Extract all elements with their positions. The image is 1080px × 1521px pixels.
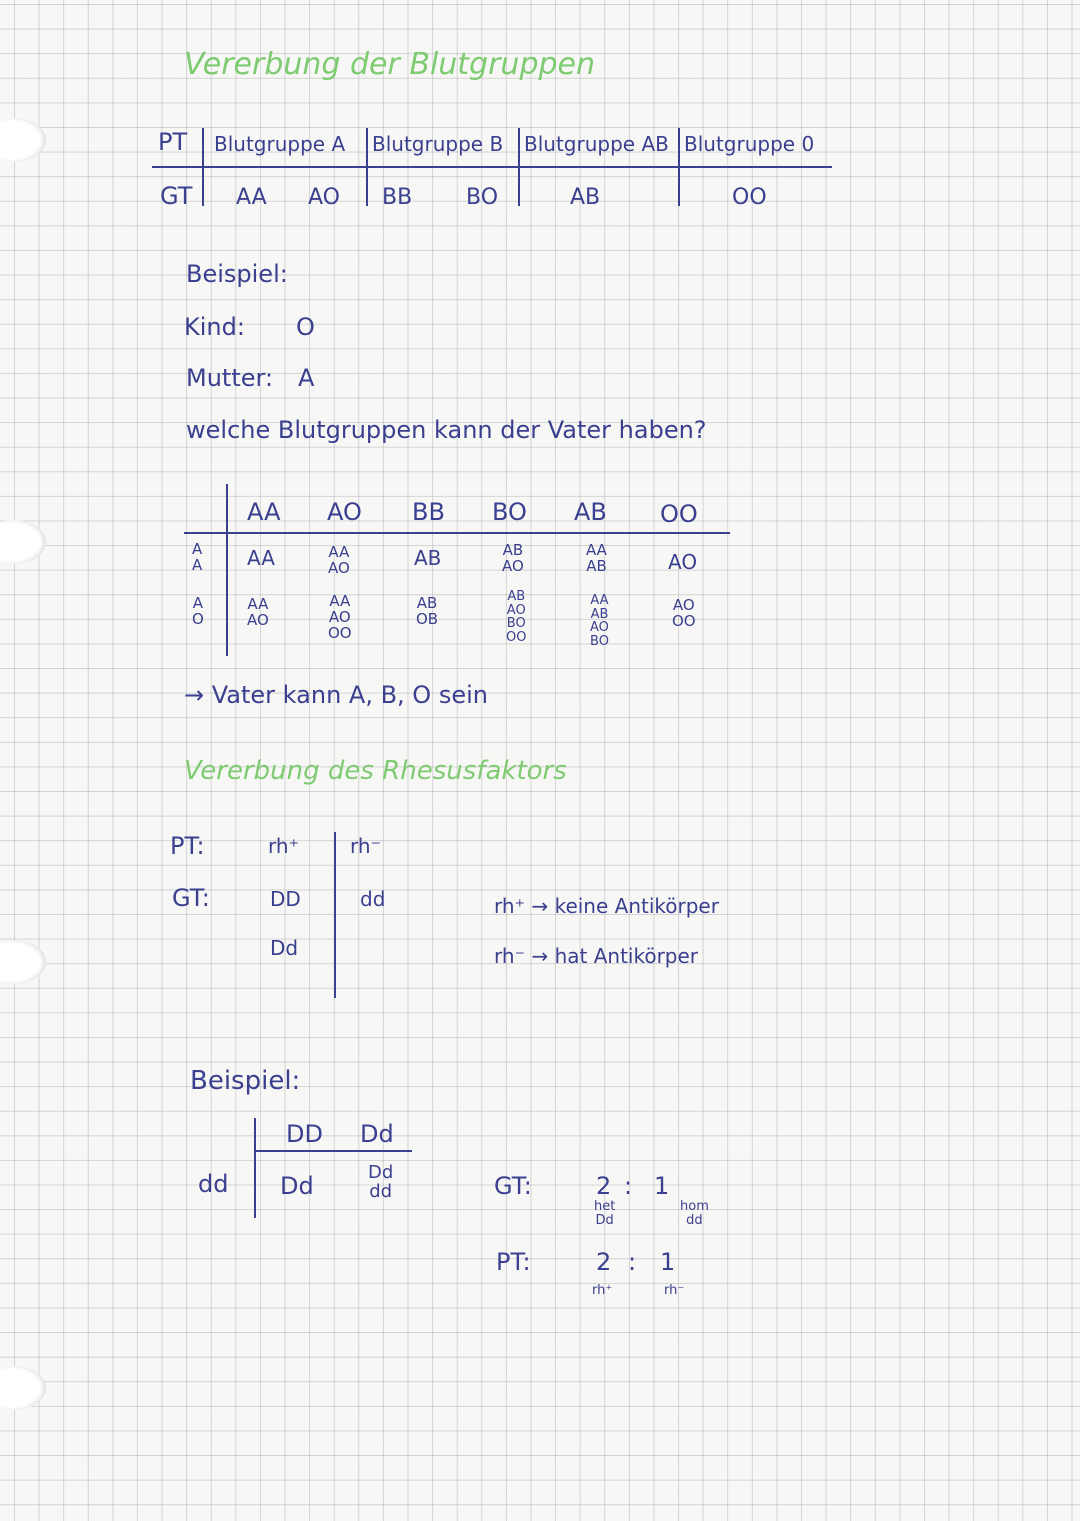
- child-value: O: [296, 313, 315, 341]
- p1-r2-c6: AO OO: [672, 596, 696, 630]
- p1-col-ao: AO: [327, 498, 362, 526]
- p2-vline: [254, 1118, 256, 1218]
- p1-col-ab: AB: [574, 498, 607, 526]
- rh-note-positive: rh⁺ → keine Antikörper: [494, 894, 719, 918]
- father-conclusion: → Vater kann A, B, O sein: [184, 681, 488, 709]
- p1-r2-c2: AA AO OO: [328, 592, 352, 642]
- p1-r2-c4: AB AO BO OO: [506, 589, 527, 645]
- genotype-ab: AB: [570, 185, 601, 210]
- p1-col-aa: AA: [247, 498, 281, 526]
- punch-hole-2: [0, 520, 46, 564]
- ex2-gt-left: 2: [596, 1172, 612, 1200]
- p1-r1-c4: AB AO: [502, 541, 524, 575]
- ex2-pt-sep: :: [628, 1248, 637, 1276]
- p1-col-bb: BB: [412, 498, 445, 526]
- blood-table-vline-0: [202, 128, 204, 206]
- blood-table-hline: [152, 166, 832, 168]
- genotype-bo: BO: [466, 185, 499, 210]
- ex2-pt-right: 1: [660, 1248, 676, 1276]
- p1-r1-c3: AB: [414, 546, 442, 570]
- p1-r1-c1: AA: [247, 546, 275, 570]
- p2-hline: [254, 1150, 412, 1152]
- phenotype-ab: Blutgruppe AB: [524, 132, 669, 156]
- ex2-gt-right-sub: hom dd: [680, 1199, 709, 1228]
- p1-r1-c2: AA AO: [328, 543, 350, 577]
- rh-gt-label: GT:: [172, 884, 210, 912]
- phenotype-b: Blutgruppe B: [372, 132, 504, 156]
- genotype-bb: BB: [382, 185, 413, 210]
- ex2-pt-right-sub: rh⁻: [664, 1283, 685, 1298]
- ex2-pt-left: 2: [596, 1248, 612, 1276]
- blood-table-vline-2: [518, 128, 520, 206]
- p2-col-dd-mixed: Dd: [360, 1120, 394, 1148]
- rh-vline: [334, 832, 336, 998]
- rh-negative: rh⁻: [350, 834, 382, 858]
- rh-note-negative: rh⁻ → hat Antikörper: [494, 944, 699, 968]
- ex2-gt-label: GT:: [494, 1172, 532, 1200]
- p1-r1-c6: AO: [668, 550, 698, 574]
- rhesus-title: Vererbung des Rhesusfaktors: [184, 756, 567, 786]
- example2-heading: Beispiel:: [190, 1066, 301, 1096]
- p2-cell-1: Dd: [280, 1172, 314, 1200]
- rh-pos-gt2: Dd: [270, 936, 299, 960]
- rh-pos-gt1: DD: [270, 887, 301, 911]
- p2-row-dd: dd: [198, 1170, 229, 1198]
- example1-heading: Beispiel:: [186, 260, 288, 288]
- p1-row1-header: A A: [192, 540, 203, 574]
- genotype-aa: AA: [236, 185, 267, 210]
- ex2-gt-right: 1: [654, 1172, 670, 1200]
- mother-value: A: [298, 364, 315, 392]
- p1-hline: [184, 532, 730, 534]
- blood-groups-title: Vererbung der Blutgruppen: [184, 47, 596, 82]
- child-label: Kind:: [184, 313, 245, 341]
- blood-table-vline-3: [678, 128, 680, 206]
- p2-cell-2: Dd dd: [368, 1162, 394, 1202]
- p1-r2-c1: AA AO: [247, 595, 269, 629]
- p2-col-dd-upper: DD: [286, 1120, 323, 1148]
- rh-neg-gt: dd: [360, 887, 386, 911]
- p1-r1-c5: AA AB: [586, 541, 607, 575]
- p1-r2-c3: AB OB: [416, 594, 439, 628]
- gt-label: GT: [160, 182, 193, 210]
- genotype-oo: OO: [732, 185, 767, 210]
- pt-label: PT: [158, 128, 188, 156]
- ex2-gt-left-sub: het Dd: [594, 1199, 616, 1228]
- punch-hole-4: [0, 1366, 46, 1410]
- punch-hole-1: [0, 118, 46, 162]
- p1-row2-header: A O: [192, 594, 204, 628]
- blood-table-vline-1: [366, 128, 368, 206]
- ex2-gt-sep: :: [624, 1172, 633, 1200]
- genotype-ao: AO: [308, 185, 340, 210]
- ex2-pt-left-sub: rh⁺: [592, 1283, 613, 1298]
- p1-col-oo: OO: [660, 500, 698, 528]
- p1-vline: [226, 484, 228, 656]
- ex2-pt-label: PT:: [496, 1248, 531, 1276]
- punch-hole-3: [0, 940, 46, 984]
- p1-r2-c5: AA AB AO BO: [590, 593, 609, 649]
- phenotype-0: Blutgruppe 0: [684, 132, 815, 156]
- p1-col-bo: BO: [492, 498, 527, 526]
- father-question: welche Blutgruppen kann der Vater haben?: [186, 416, 707, 444]
- mother-label: Mutter:: [186, 364, 274, 392]
- rh-pt-label: PT:: [170, 832, 205, 860]
- rh-positive: rh⁺: [268, 834, 300, 858]
- phenotype-a: Blutgruppe A: [214, 132, 346, 156]
